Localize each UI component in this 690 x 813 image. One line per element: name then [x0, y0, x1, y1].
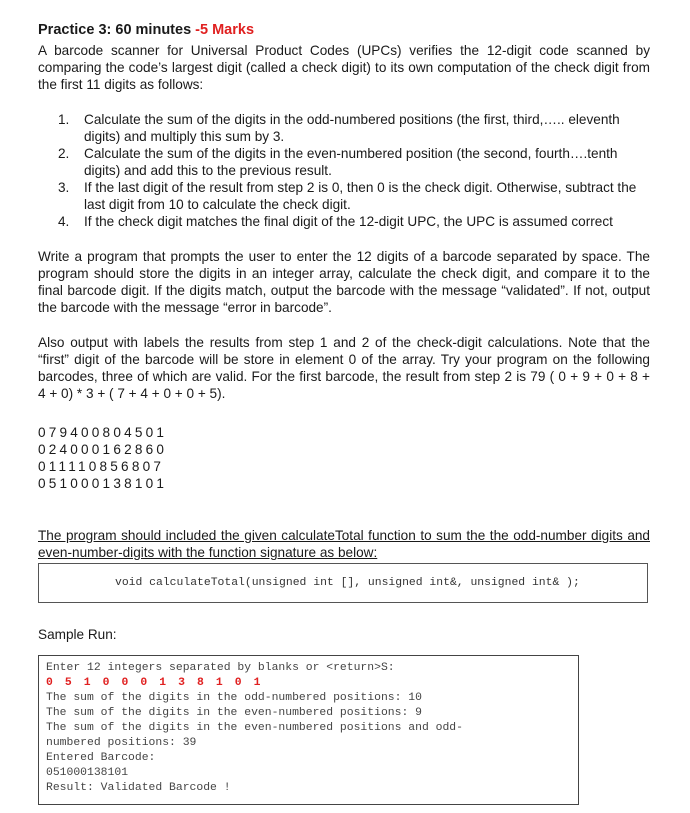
signature-box — [38, 563, 648, 603]
barcode-item: 011110856807 — [38, 459, 165, 474]
step-text: If the check digit matches the final digit of the 12-digit UPC, the UPC is assumed correct — [84, 214, 613, 229]
output-paragraph: Also output with labels the results from step 1 and 2 of the check-digit calculations. Note that the “first” digit of the barcode will be store in element 0 of the array. Try your program on the following barcodes, three of which are valid. For the first barcode, the result from step 2 is 79 ( 0 + 9 + 0 + 8 + 4 + 0) * 3 + ( 7 + 4 + 0 + 0 + 5). — [38, 335, 650, 401]
prompt-line: Enter 12 integers separated by blanks or <return>S: — [46, 662, 395, 674]
step-item — [58, 179, 650, 213]
entered-label-line: Entered Barcode: — [46, 752, 156, 764]
program-paragraph: Write a program that prompts the user to enter the 12 digits of a barcode separated by space. The program should store the digits in an integer array, calculate the check digit, and compare it to the final barcode digit. If the digits match, output the barcode with the message “validated”. If not, output the barcode with the message “error in barcode”. — [38, 249, 650, 315]
barcode-list — [38, 424, 167, 492]
barcode-item: 024000162860 — [38, 442, 168, 457]
barcode-item: 079400804501 — [38, 425, 168, 440]
total-sum-line-cont: numbered positions: 39 — [46, 737, 197, 749]
sample-run-box — [38, 655, 579, 805]
intro-paragraph: A barcode scanner for Universal Product Codes (UPCs) verifies the 12-digit code scanned by comparing the code’s largest digit (called a check digit) to its own computation of the check digit from the first 11 digits as follows: — [38, 43, 650, 92]
steps-list — [58, 111, 650, 230]
step-text: If the last digit of the result from step 2 is 0, then 0 is the check digit. Otherwise, subtract the last digit from 10 to calculate the check digit. — [84, 180, 637, 212]
step-text: Calculate the sum of the digits in the odd-numbered positions (the first, third,….. eleventh digits) and multiply this sum by 3. — [84, 112, 620, 144]
even-sum-line: The sum of the digits in the even-numbered positions: 9 — [46, 707, 422, 719]
total-sum-line: The sum of the digits in the even-numbered positions and odd- — [46, 722, 463, 734]
result-line: Result: Validated Barcode ! — [46, 782, 231, 794]
step-item — [58, 145, 650, 179]
step-number: 2. — [58, 146, 70, 161]
step-number: 1. — [58, 112, 70, 127]
barcode-item: 051000138101 — [38, 476, 168, 491]
function-note: The program should included the given calculateTotal function to sum the the odd-number digits and even-number-digits with the function signature as below: — [38, 528, 650, 560]
step-item — [58, 111, 650, 145]
step-number: 4. — [58, 214, 70, 229]
sample-run-label: Sample Run: — [38, 627, 117, 642]
step-item — [58, 213, 650, 230]
step-number: 3. — [58, 180, 70, 195]
entered-value-line: 051000138101 — [46, 767, 129, 779]
practice-heading — [38, 22, 254, 38]
input-line: 0 5 1 0 0 0 1 3 8 1 0 1 — [46, 677, 264, 689]
marks-label: -5 Marks — [195, 22, 255, 38]
step-text: Calculate the sum of the digits in the even-numbered position (the second, fourth….tenth digits) and add this to the previous result. — [84, 146, 618, 178]
odd-sum-line: The sum of the digits in the odd-numbered positions: 10 — [46, 692, 422, 704]
function-signature: void calculateTotal(unsigned int [], unsigned int&, unsigned int& ); — [115, 577, 580, 589]
practice-title: Practice 3: 60 minutes — [38, 22, 196, 38]
